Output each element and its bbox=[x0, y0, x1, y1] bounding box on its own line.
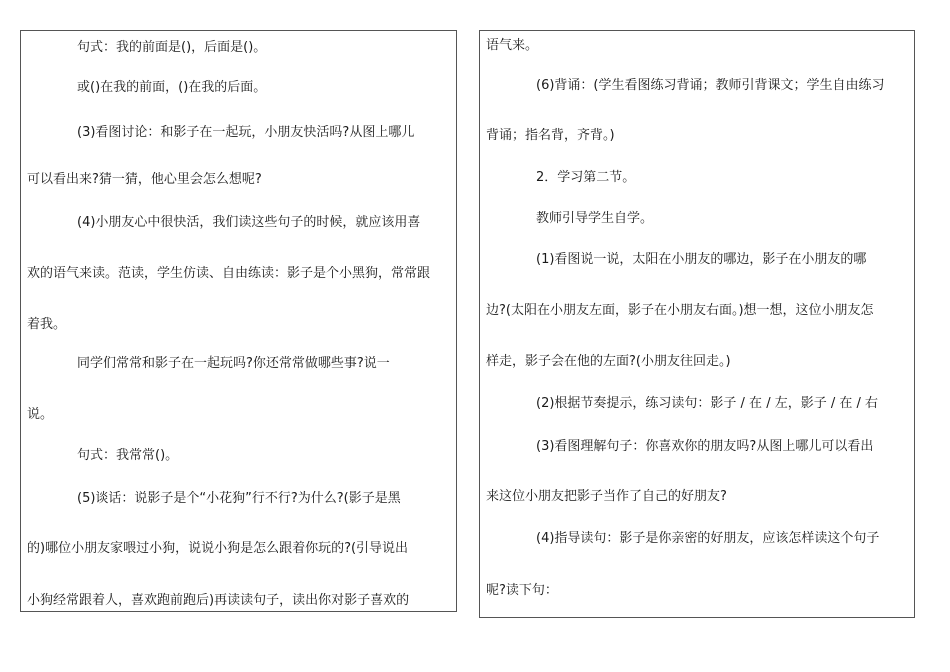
text-line: (3)看图理解句子：你喜欢你的朋友吗?从图上哪儿可以看出 bbox=[536, 439, 874, 454]
text-line: 句式：我的前面是()，后面是()。 bbox=[77, 40, 267, 55]
text-line: 可以看出来?猜一猜，他心里会怎么想呢? bbox=[27, 172, 262, 187]
text-line: 边?(太阳在小朋友左面，影子在小朋友右面。)想一想，这位小朋友怎 bbox=[486, 303, 874, 318]
text-line: 2．学习第二节。 bbox=[536, 170, 636, 185]
text-line: (4)指导读句：影子是你亲密的好朋友，应该怎样读这个句子 bbox=[536, 531, 880, 546]
right-text-column bbox=[479, 30, 915, 618]
text-line: 的)哪位小朋友家喂过小狗，说说小狗是怎么跟着你玩的?(引导说出 bbox=[27, 541, 409, 556]
text-line: 语气来。 bbox=[486, 38, 539, 53]
text-line: 说。 bbox=[27, 407, 54, 422]
text-line: 小狗经常跟着人，喜欢跑前跑后)再读读句子，读出你对影子喜欢的 bbox=[27, 593, 410, 608]
text-line: (3)看图讨论：和影子在一起玩，小朋友快活吗?从图上哪儿 bbox=[77, 125, 415, 140]
text-line: (2)根据节奏提示，练习读句：影子 / 在 / 左，影子 / 在 / 右 bbox=[536, 396, 878, 411]
text-line: (6)背诵：(学生看图练习背诵；教师引背课文；学生自由练习 bbox=[536, 78, 885, 93]
text-line: 呢?读下句： bbox=[486, 583, 558, 598]
text-line: 着我。 bbox=[27, 317, 67, 332]
text-line: (4)小朋友心中很快活，我们读这些句子的时候，就应该用喜 bbox=[77, 215, 421, 230]
text-line: (1)看图说一说，太阳在小朋友的哪边，影子在小朋友的哪 bbox=[536, 252, 867, 267]
text-line: 样走，影子会在他的左面?(小朋友往回走。) bbox=[486, 354, 731, 369]
text-line: 教师引导学生自学。 bbox=[536, 211, 654, 226]
left-text-column bbox=[20, 30, 457, 612]
text-line: (5)谈话：说影子是个“小花狗”行不行?为什么?(影子是黑 bbox=[77, 491, 401, 506]
text-line: 句式：我常常()。 bbox=[77, 448, 179, 463]
text-line: 或()在我的前面，()在我的后面。 bbox=[77, 80, 267, 95]
text-line: 同学们常常和影子在一起玩吗?你还常常做哪些事?说一 bbox=[77, 356, 390, 371]
text-line: 欢的语气来读。范读，学生仿读、自由练读：影子是个小黑狗，常常跟 bbox=[27, 266, 431, 281]
text-line: 背诵；指名背，齐背。) bbox=[486, 128, 615, 143]
text-line: 来这位小朋友把影子当作了自己的好朋友? bbox=[486, 489, 727, 504]
